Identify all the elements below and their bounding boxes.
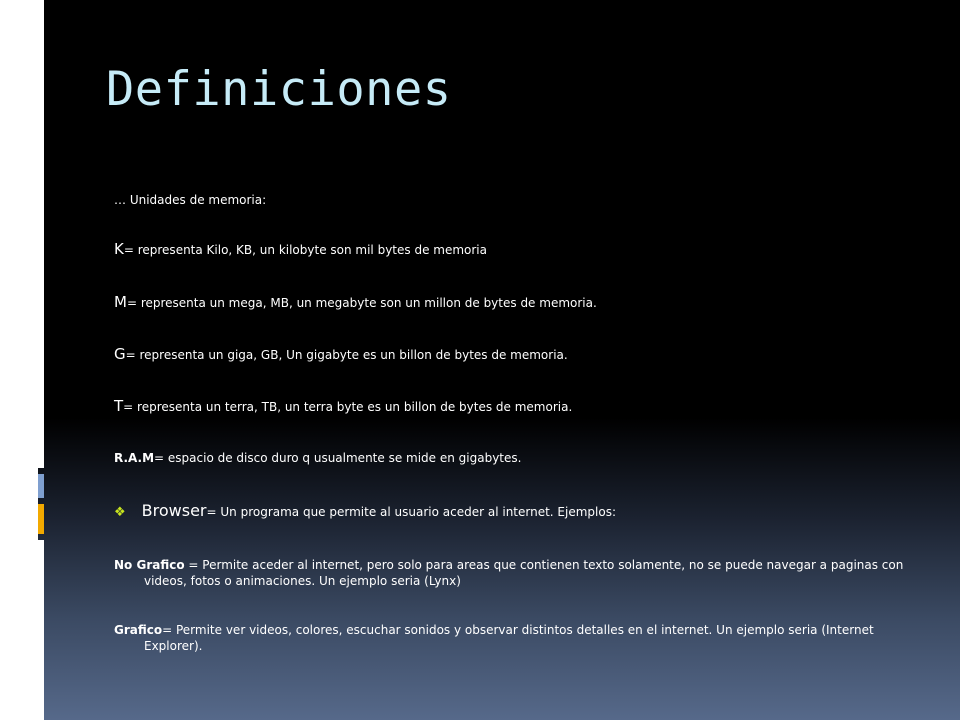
intro-text: … Unidades de memoria:	[114, 193, 267, 207]
ram-text: = espacio de disco duro q usualmente se mide en gigabytes.	[154, 451, 522, 465]
unit-key: G	[114, 345, 126, 363]
no-grafico-key: No Grafico	[114, 558, 185, 572]
accent-bar-blue	[38, 474, 44, 498]
no-grafico-text: = Permite aceder al internet, pero solo para areas que contienen texto solamente, no se puede navegar a paginas con videos, fotos o animaciones. Un ejemplo seria (Lynx)	[144, 558, 904, 588]
grafico-key: Grafico	[114, 623, 163, 637]
accent-bar-orange	[38, 504, 44, 534]
slide	[38, 0, 960, 720]
accent-bar-white-lower	[38, 540, 44, 720]
unit-definition: = representa Kilo, KB, un kilobyte son mil bytes de memoria	[123, 243, 487, 257]
browser-definition	[114, 502, 930, 522]
unit-giga	[114, 346, 930, 363]
browser-key: Browser	[141, 501, 207, 520]
accent-bar-white	[38, 0, 44, 468]
unit-mega	[114, 294, 930, 311]
unit-definition: = representa un terra, TB, un terra byte es un billon de bytes de memoria.	[123, 400, 573, 414]
ram-key: R.A.M	[114, 451, 155, 465]
no-grafico-definition	[114, 557, 930, 589]
ram-definition	[114, 450, 930, 466]
unit-key: T	[114, 397, 124, 415]
browser-text: = Un programa que permite al usuario aceder al internet. Ejemplos:	[206, 505, 617, 519]
diamond-bullet-icon: ❖	[114, 505, 126, 520]
unit-definition: = representa un mega, MB, un megabyte son un millon de bytes de memoria.	[126, 296, 597, 310]
unit-key: M	[114, 293, 127, 311]
grafico-definition	[114, 622, 930, 654]
page-title: Definiciones	[106, 62, 452, 117]
unit-terra	[114, 398, 930, 415]
unit-definition: = representa un giga, GB, Un gigabyte es un billon de bytes de memoria.	[125, 348, 568, 362]
grafico-text: = Permite ver videos, colores, escuchar sonidos y observar distintos detalles en el internet. Un ejemplo seria (Internet Explorer).	[144, 623, 874, 653]
unit-key: K	[114, 240, 124, 258]
unit-kilo	[114, 241, 930, 258]
